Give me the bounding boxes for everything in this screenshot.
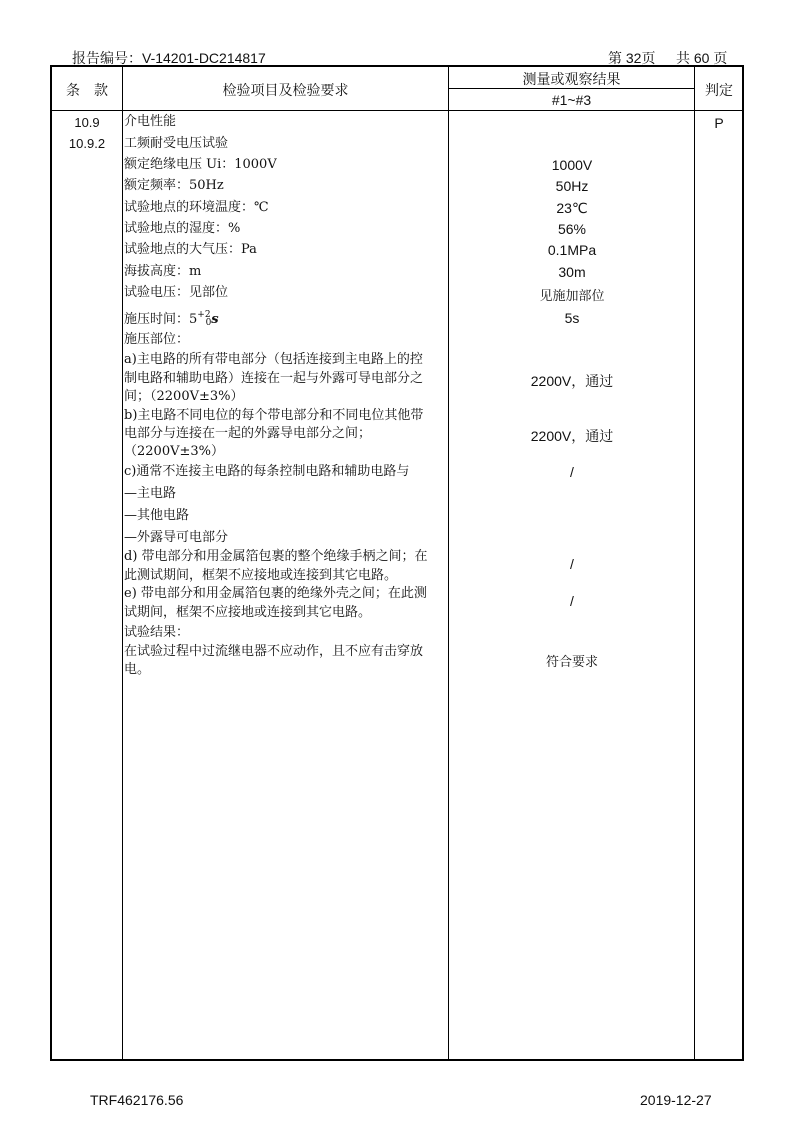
result-value: 0.1MPa — [547, 242, 597, 258]
time-requirement — [124, 306, 219, 333]
item-a-result: 2200V，通过 — [530, 373, 614, 389]
section-label: 施压部位： — [124, 332, 190, 347]
clause-header: 条 款 — [66, 82, 108, 98]
report-number: 报告编号：V-14201-DC214817 — [72, 50, 266, 66]
conclusion-label: 试验结果： — [124, 625, 190, 640]
item-c-line: —外露导可电部分 — [124, 530, 229, 545]
requirement-text: 工频耐受电压试验 — [124, 136, 229, 151]
item-header: 检验项目及检验要求 — [222, 82, 349, 98]
item-e-line: e) 带电部分和用金属箔包裹的绝缘外壳之间；在此测 — [124, 586, 427, 601]
requirement-text: 试验地点的大气压：Pa — [124, 242, 257, 257]
result-value: 1000V — [551, 157, 593, 173]
item-b-line: b)主电路不同电位的每个带电部分和不同电位其他带 — [124, 408, 424, 423]
requirement-text: 海拔高度：m — [124, 264, 202, 279]
verdict-value: P — [714, 115, 724, 131]
column-divider — [122, 66, 123, 1060]
requirement-text: 试验电压：见部位 — [124, 285, 229, 300]
verdict-header: 判定 — [705, 82, 733, 98]
item-b-result: 2200V，通过 — [530, 428, 614, 444]
clause-number: 10.9 — [74, 115, 100, 130]
item-e-result: / — [570, 593, 574, 609]
item-a-line: 间；（2200V±3%） — [124, 389, 244, 404]
item-a-line: 制电路和辅助电路）连接在一起与外露可导电部分之 — [124, 371, 424, 386]
page-number: 第 32页 — [608, 50, 656, 66]
item-c-line: c)通常不连接主电路的每条控制电路和辅助电路与 — [124, 464, 410, 479]
result-value: 见施加部位 — [539, 289, 605, 304]
sample-header: #1~#3 — [551, 92, 592, 108]
result-value: 50Hz — [555, 178, 589, 194]
conclusion-line: 电。 — [124, 662, 151, 677]
item-d-result: / — [570, 556, 574, 572]
result-value: 56% — [557, 221, 587, 237]
header-divider — [51, 110, 743, 111]
result-value: 30m — [558, 264, 586, 280]
time-unit: s — [211, 312, 219, 327]
requirement-text: 试验地点的环境温度：℃ — [124, 200, 269, 215]
conclusion-result: 符合要求 — [545, 655, 598, 670]
time-tolerance-upper: +2 — [197, 310, 211, 320]
item-c-line: —其他电路 — [124, 508, 190, 523]
column-divider — [694, 66, 695, 1060]
issue-date: 2019-12-27 — [640, 1092, 712, 1108]
conclusion-line: 在试验过程中过流继电器不应动作，且不应有击穿放 — [124, 644, 424, 659]
item-c-result: / — [570, 464, 574, 480]
clause-number: 10.9.2 — [68, 136, 106, 151]
requirement-text: 介电性能 — [124, 114, 177, 129]
item-e-line: 试期间，框架不应接地或连接到其它电路。 — [124, 605, 372, 620]
item-d-line: d) 带电部分和用金属箔包裹的整个绝缘手柄之间；在 — [124, 549, 428, 564]
result-value: 5s — [564, 310, 580, 326]
column-divider — [448, 66, 449, 1060]
result-header: 测量或观察结果 — [522, 71, 621, 87]
time-tolerance-lower: 0 — [205, 318, 212, 328]
requirement-text: 试验地点的湿度：% — [124, 221, 241, 236]
requirement-text: 额定频率：50Hz — [124, 178, 224, 193]
item-b-line: （2200V±3%） — [124, 444, 224, 459]
item-b-line: 电部分与连接在一起的外露导电部分之间； — [124, 426, 372, 441]
result-value: 23℃ — [556, 200, 588, 216]
item-c-line: —主电路 — [124, 486, 177, 501]
requirement-text: 额定绝缘电压 Ui：1000V — [124, 157, 277, 172]
form-number: TRF462176.56 — [90, 1092, 184, 1108]
item-a-line: a)主电路的所有带电部分（包括连接到主电路上的控 — [124, 352, 423, 367]
time-label: 施压时间：5 — [124, 312, 198, 327]
item-d-line: 此测试期间，框架不应接地或连接到其它电路。 — [124, 568, 398, 583]
page-total: 共 60 页 — [676, 50, 728, 66]
